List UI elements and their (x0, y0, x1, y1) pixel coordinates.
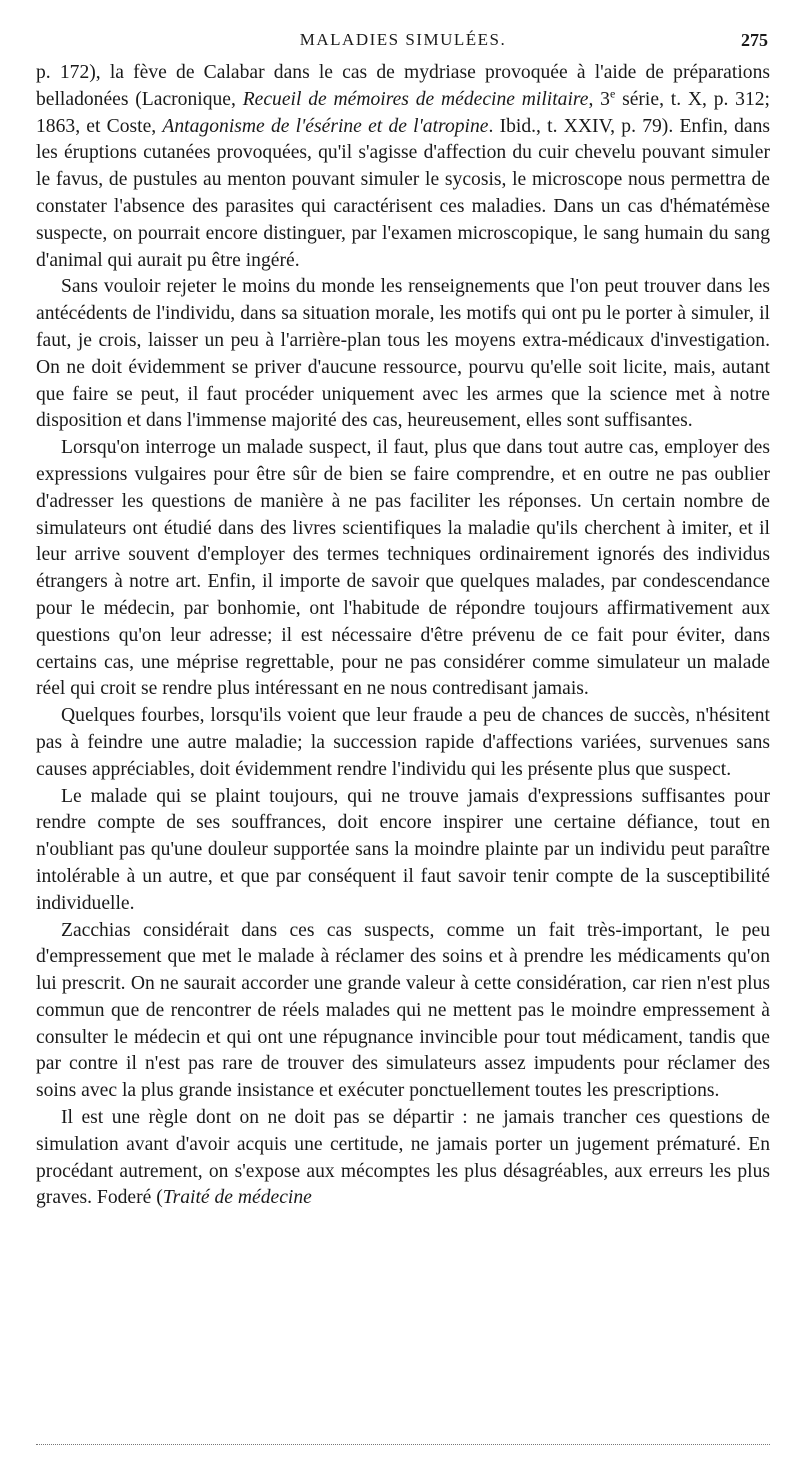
text-run: Le malade qui se plaint toujours, qui ne trouve jamais d'expressions suffisantes pour rendre compte de ses souffrances, doit encore inspirer une certaine défiance, tout en n'oubliant pas qu'une douleur supportée sans la moindre plainte par un individu peut paraître intolérable à un autre, et que par conséquent il faut savoir tenir compte de la susceptibilité individuelle. (36, 785, 770, 914)
paragraph (36, 918, 770, 1106)
paragraph (36, 1105, 770, 1212)
italic-text: Antagonisme de l'ésérine et de l'atropine (162, 115, 489, 137)
text-run: . Ibid., t. XXIV, p. 79). Enfin, dans les éruptions cutanées provoquées, qu'il s'agisse d'affection du cuir chevelu pouvant simuler le favus, de pustules au menton pouvant simuler le sycosis, le microscope nous permettra de constater l'absence des parasites qui caractérisent ces maladies. Dans un cas d'hématémèse suspecte, on pourrait encore distinguer, par l'examen microscopique, le sang humain du sang d'animal qui aurait pu être ingéré. (36, 115, 771, 271)
italic-text: Traité de médecine (162, 1187, 312, 1209)
superscript: e (609, 86, 616, 101)
text-run: , 3 (588, 88, 610, 110)
footer-rule (36, 1444, 770, 1445)
text-run: Zacchias considérait dans ces cas suspects, comme un fait très-important, le peu d'empressement que met le malade à réclamer des soins et à prendre les médicaments qu'on lui prescrit. On ne saurait accorder une grande valeur à cette considération, car rien n'est plus commun que de rencontrer de réels malades qui ne mettent pas le moindre empressement à consulter le médecin et qui ont une répugnance invincible pour tout médicament, tandis que par contre il n'est pas rare de trouver des simulateurs assez impudents pour réclamer des soins avec la plus grande insistance et exécuter ponctuellement toutes les prescriptions. (36, 919, 770, 1102)
text-run: Sans vouloir rejeter le moins du monde les renseignements que l'on peut trouver dans les antécédents de l'individu, dans sa situation morale, les motifs qui ont pu le porter à simuler, il faut, je crois, laisser un peu à l'arrière-plan tous les moyens extra-médicaux d'investigation. On ne doit évidemment se priver d'aucune ressource, pourvu qu'elle soit licite, mais, autant que faire se peut, il faut procéder uniquement avec les armes que la science met à notre disposition et dans l'immense majorité des cas, heureusement, elles sont suffisantes. (36, 276, 770, 432)
text-run: Il est une règle dont on ne doit pas se départir : ne jamais trancher ces questions de simulation avant d'avoir acquis une certitude, ne jamais porter un jugement prématuré. En procédant autrement, on s'expose aux mécomptes les plus désagréables, aux erreurs les plus graves. Foderé ( (36, 1107, 770, 1209)
running-head (36, 0, 770, 60)
page-number: 275 (741, 30, 768, 50)
body-text (36, 60, 770, 1212)
document-page (36, 0, 770, 1462)
running-title: MALADIES SIMULÉES. (299, 30, 507, 49)
text-run: Lorsqu'on interroge un malade suspect, il faut, plus que dans tout autre cas, employer des expressions vulgaires pour être sûr de bien se faire comprendre, et en outre ne pas oublier d'adresser les questions de manière à ne pas faciliter les réponses. Un certain nombre de simulateurs ont étudié dans des livres scientifiques la maladie qu'ils cherchent à imiter, et il leur arrive souvent d'employer des termes techniques ordinairement ignorés des individus étrangers à notre art. Enfin, il importe de savoir que quelques malades, par condescendance pour le médecin, par bonhomie, ont l'habitude de répondre toujours affirmativement aux questions qu'on leur adresse; il est nécessaire d'être prévenu de ce fait pour éviter, dans certains cas, une méprise regrettable, pour ne pas considérer comme simulateur un malade réel qui croit se rendre plus intéressant en ne nous contredisant jamais. (36, 437, 770, 700)
italic-text: Recueil de mémoires de médecine militaire (242, 88, 589, 110)
paragraph (36, 435, 770, 703)
paragraph (36, 784, 770, 918)
text-run: p. 172), la fève de Calabar dans le cas de mydriase provoquée à l'aide de préparations belladonées (Lacronique, (36, 62, 770, 110)
text-run: Quelques fourbes, lorsqu'ils voient que leur fraude a peu de chances de succès, n'hésitent pas à feindre une autre maladie; la succession rapide d'affections variées, survenues sans causes appréciables, doit évidemment rendre l'individu qui les présente plus que suspect. (36, 705, 770, 780)
text-run: série, t. X, p. 312; 1863, et Coste, (36, 88, 771, 137)
paragraph (36, 274, 770, 435)
paragraph (36, 703, 770, 783)
paragraph (36, 60, 770, 274)
